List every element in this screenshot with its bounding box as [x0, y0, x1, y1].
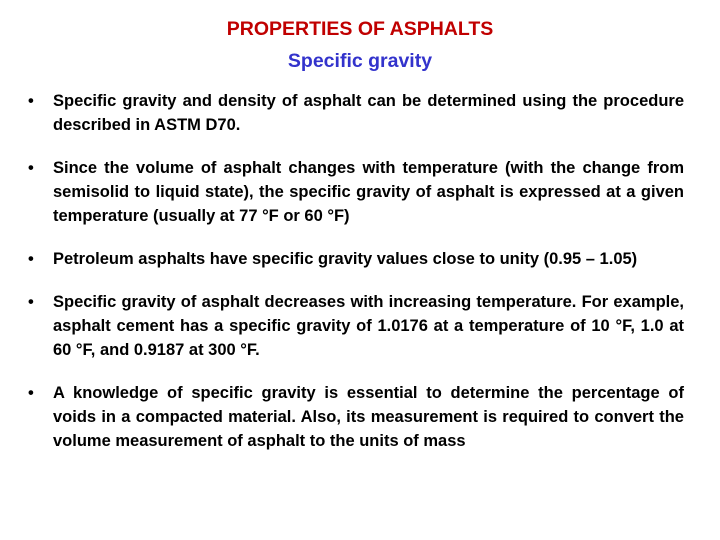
- bullet-item: [28, 156, 684, 228]
- slide-title: PROPERTIES OF ASPHALTS: [226, 18, 494, 40]
- bullet-icon: •: [28, 384, 34, 402]
- bullet-icon: •: [28, 159, 34, 177]
- bullet-list: [28, 89, 684, 472]
- bullet-icon: •: [28, 250, 34, 268]
- bullet-icon: •: [28, 293, 34, 311]
- bullet-icon: •: [28, 92, 34, 110]
- bullet-item: [28, 381, 684, 453]
- bullet-text: A knowledge of specific gravity is essential to determine the percentage of voids in a compacted material. Also, its measurement is required to convert the volume measurement of asphalt to the units of mass: [53, 384, 684, 450]
- bullet-text: Specific gravity and density of asphalt can be determined using the procedure described in ASTM D70.: [53, 92, 684, 134]
- bullet-text: Specific gravity of asphalt decreases with increasing temperature. For example, asphalt cement has a specific gravity of 1.0176 at a temperature of 10 °F, 1.0 at 60 °F, and 0.9187 at 300 °F.: [53, 293, 684, 359]
- bullet-item: [28, 247, 684, 271]
- bullet-item: [28, 89, 684, 137]
- bullet-text: Since the volume of asphalt changes with temperature (with the change from semisolid to liquid state), the specific gravity of asphalt is expressed at a given temperature (usually at 77 °F or 60 °F): [53, 159, 684, 225]
- bullet-text: Petroleum asphalts have specific gravity values close to unity (0.95 – 1.05): [53, 250, 638, 268]
- bullet-item: [28, 290, 684, 362]
- slide-subtitle: Specific gravity: [287, 50, 433, 72]
